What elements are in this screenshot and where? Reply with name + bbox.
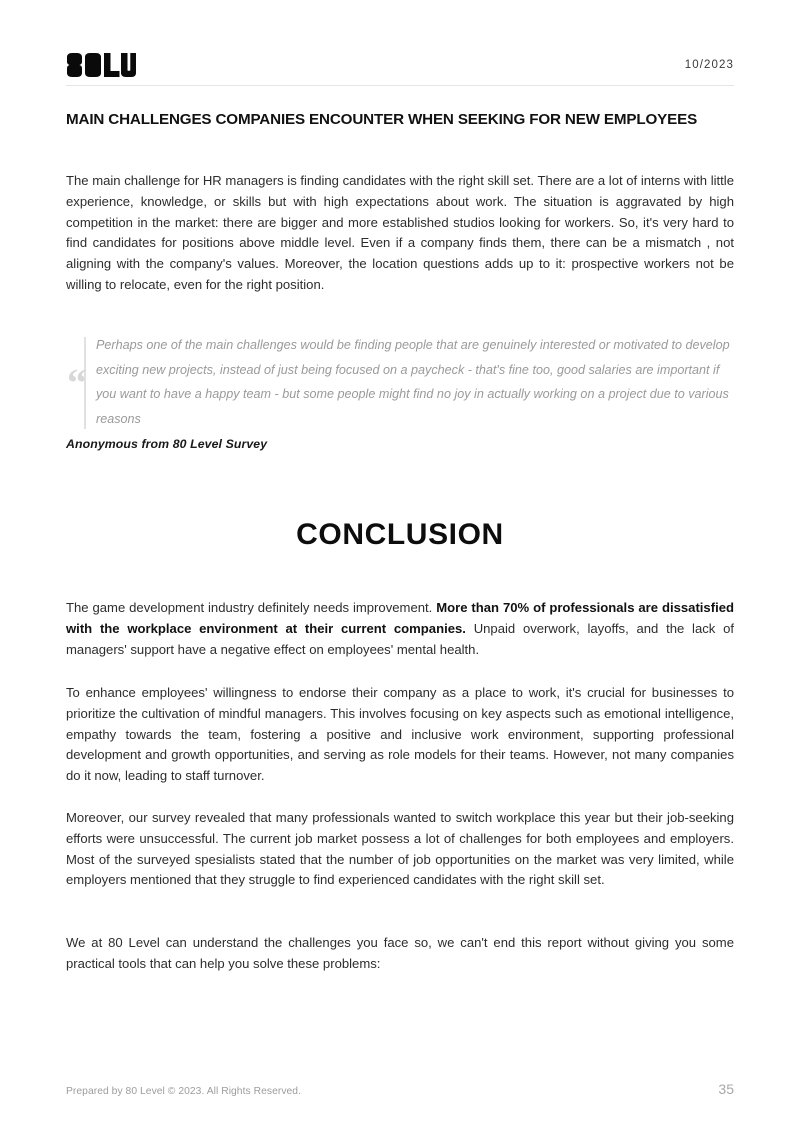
quote-attribution: Anonymous from 80 Level Survey	[66, 437, 268, 451]
intro-paragraph: The main challenge for HR managers is finding candidates with the right skill set. There are a lot of interns with little experience, knowledge, or skills but with high expectations about work. The situation is aggravated by high competition in the market: there are bigger and more established studios looking for workers. So, it's very hard to find candidates for positions above middle level. Even if a company finds them, there can be a mismatch , not aligning with the company's values. Moreover, the location questions adds up to it: prospective workers not be willing to relocate, even for the right position.	[66, 173, 734, 292]
conclusion-p1-pre: The game development industry definitely needs improvement.	[66, 600, 437, 615]
conclusion-paragraph-3: Moreover, our survey revealed that many professionals wanted to switch workplace this year but their job-seeking efforts were unsuccessful. The current job market possess a lot of challenges for both employees and employers. Most of the surveyed spesialists stated that the number of job opportunities on the market was very limited, while employers mentioned that they struggle to find experienced candidates with the right skill set.	[66, 810, 734, 888]
header-date: 10/2023	[684, 59, 734, 71]
footer-page-number: 35	[718, 1081, 734, 1097]
conclusion-title: CONCLUSION	[296, 518, 504, 551]
page-header	[66, 44, 734, 86]
80lv-logo-icon	[66, 53, 136, 77]
section-heading: MAIN CHALLENGES COMPANIES ENCOUNTER WHEN SEEKING FOR NEW EMPLOYEES	[66, 111, 698, 128]
page-footer	[66, 1081, 734, 1097]
quote-text: Perhaps one of the main challenges would be finding people that are genuinely interested or motivated to develop exciting new projects, instead of just being focused on a paycheck - that's fine too, good salaries are important if you want to have a happy team - but some people might find no joy in actually working on a project due to various reasons	[96, 338, 730, 426]
conclusion-paragraph-2: To enhance employees' willingness to endorse their company as a place to work, it's crucial for businesses to prioritize the cultivation of mindful managers. This involves focusing on key aspects such as emotional intelligence, empathy towards the team, fostering a positive and inclusive work environment, supporting professional development and growth opportunities, and serving as role models for their teams. However, not many companies do it now, leading to staff turnover.	[66, 685, 734, 784]
header-divider	[66, 85, 734, 86]
conclusion-p1-post: Unpaid overwork, layoffs, and the lack of managers' support have a negative effect on employees' mental health.	[66, 620, 734, 657]
footer-copyright: Prepared by 80 Level © 2023. All Rights Reserved.	[66, 1086, 301, 1097]
conclusion-paragraph-1	[66, 598, 734, 660]
pull-quote	[66, 333, 734, 433]
quote-mark-icon: “	[67, 360, 87, 405]
conclusion-paragraph-4: We at 80 Level can understand the challenges you face so, we can't end this report without giving you some practical tools that can help you solve these problems:	[66, 935, 734, 971]
conclusion-p1-bold: More than 70% of professionals are dissatisfied with the workplace environment at their current companies.	[66, 600, 734, 636]
